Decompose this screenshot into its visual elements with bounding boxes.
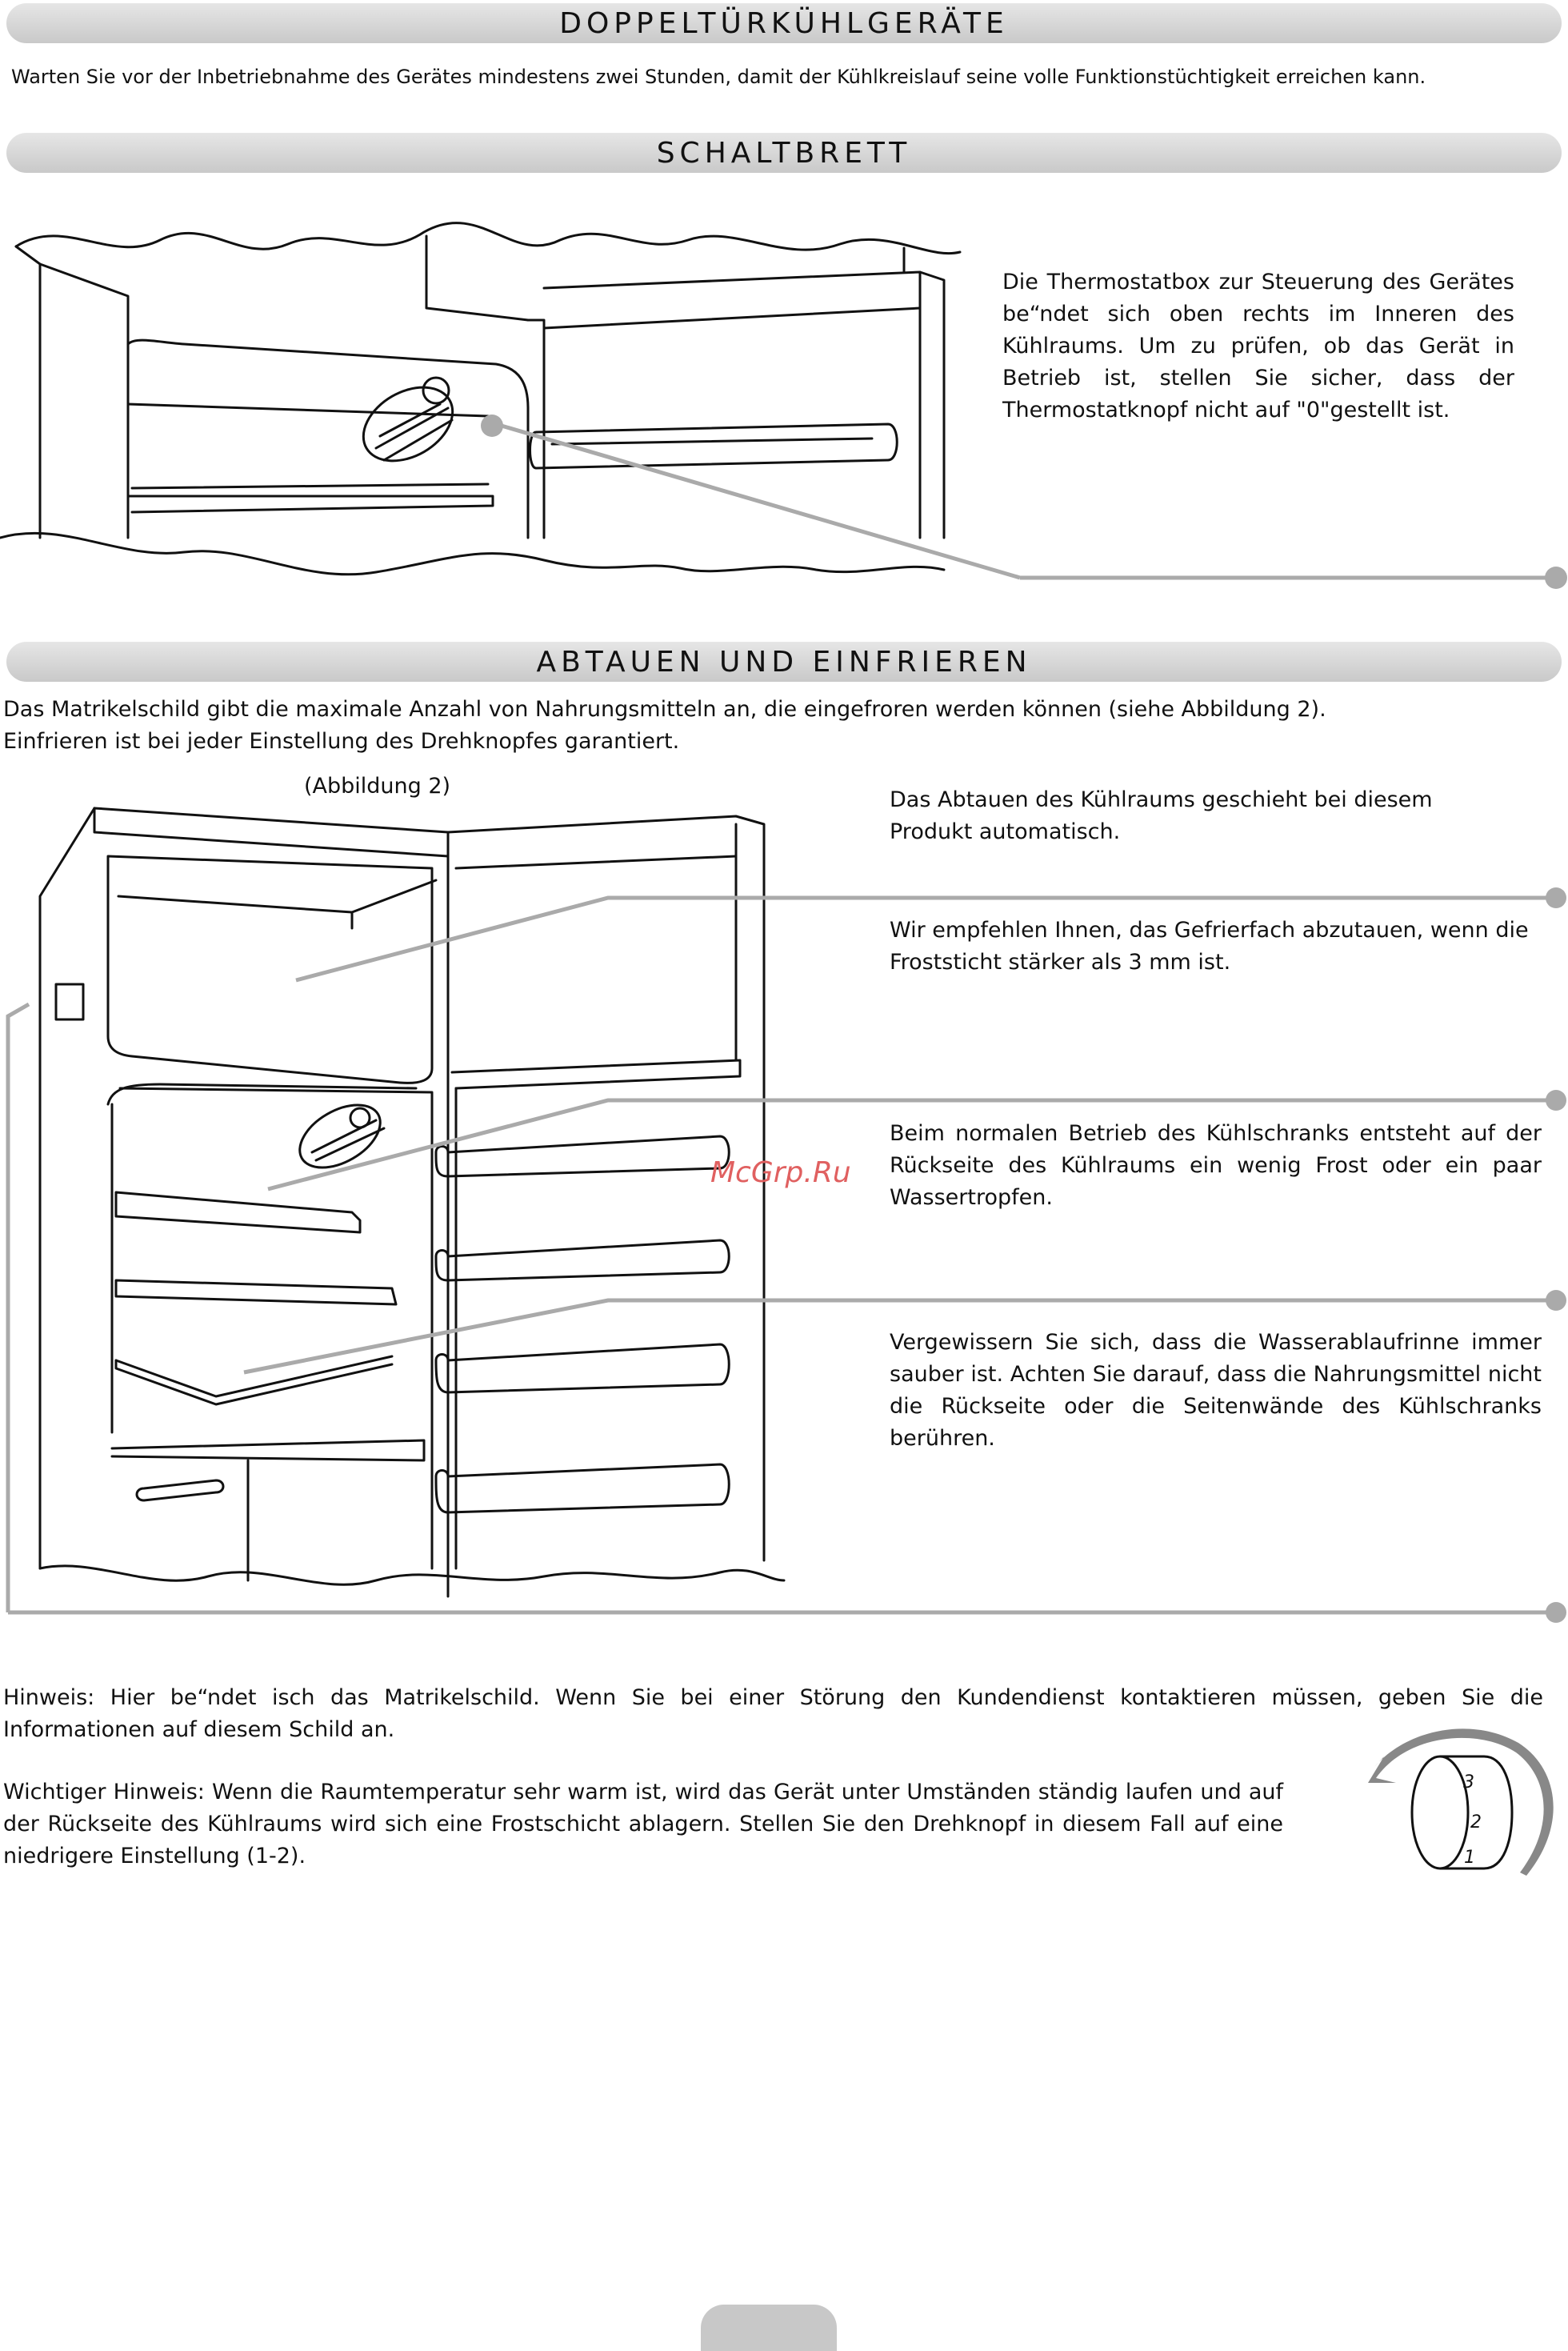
section-heading-abtauen: ABTAUEN UND EINFRIEREN	[6, 642, 1562, 682]
intro-text: Warten Sie vor der Inbetriebnahme des Gerätes mindestens zwei Stunden, damit der Kühlkreislauf seine volle Funktionstüchtigkeit erreichen kann.	[11, 66, 1426, 88]
dial-label-3: 3	[1463, 1772, 1474, 1792]
fridge-bottom-wavy-edge	[0, 533, 944, 574]
figure-label: (Abbildung 2)	[304, 774, 451, 799]
dial-label-2: 2	[1470, 1812, 1482, 1832]
page-title: DOPPELTÜRKÜHLGERÄTE	[6, 3, 1562, 43]
watermark: McGrp.Ru	[710, 1156, 851, 1189]
callout-1: Das Abtauen des Kühlraums geschieht bei diesem Produkt automatisch.	[890, 787, 1433, 844]
section-heading-schaltbrett: SCHALTBRETT	[6, 133, 1562, 173]
note-important: Wichtiger Hinweis: Wenn die Raumtemperatur sehr warm ist, wird das Gerät unter Umständen ständig laufen und auf der Rückseite des Kühlraums wird sich eine Frostschicht ablagern. Stellen Sie den Drehknopf in diesem Fall auf eine niedrigere Einstellung (1-2).	[3, 1780, 1283, 1868]
abtauen-intro-line1: Das Matrikelschild gibt die maximale Anzahl von Nahrungsmitteln an, die eingefroren werden können (siehe Abbildung 2).	[3, 697, 1326, 722]
abtauen-intro-line2: Einfrieren ist bei jeder Einstellung des Drehknopfes garantiert.	[3, 729, 680, 754]
note-matrikelschild: Hinweis: Hier be“ndet isch das Matrikelschild. Wenn Sie bei einer Störung den Kundendienst kontaktieren müssen, geben Sie die Informationen auf diesem Schild an.	[3, 1685, 1543, 1742]
callout-3: Beim normalen Betrieb des Kühlschranks entsteht auf der Rückseite des Kühlraums ein wenig Frost oder ein paar Wassertropfen.	[890, 1121, 1542, 1210]
callout-4: Vergewissern Sie sich, dass die Wasserablaufrinne immer sauber ist. Achten Sie darauf, dass die Nahrungsmittel nicht die Rückseite oder die Seitenwände des Kühlschranks berühren.	[890, 1330, 1542, 1451]
page-number-tab	[701, 2305, 837, 2351]
schaltbrett-text: Die Thermostatbox zur Steuerung des Gerätes be“ndet sich oben rechts im Inneren des Kühlraums. Um zu prüfen, ob das Gerät in Betrieb ist, stellen Sie sicher, dass der Thermostatknopf nicht auf "0"gestellt ist.	[1002, 270, 1514, 423]
rotate-arrow-icon	[1368, 1728, 1554, 1876]
dial-label-1: 1	[1464, 1848, 1475, 1868]
callout-2: Wir empfehlen Ihnen, das Gefrierfach abzutauen, wenn die Froststicht stärker als 3 mm ist.	[890, 918, 1529, 975]
fridge-top-wavy-edge	[16, 223, 960, 254]
